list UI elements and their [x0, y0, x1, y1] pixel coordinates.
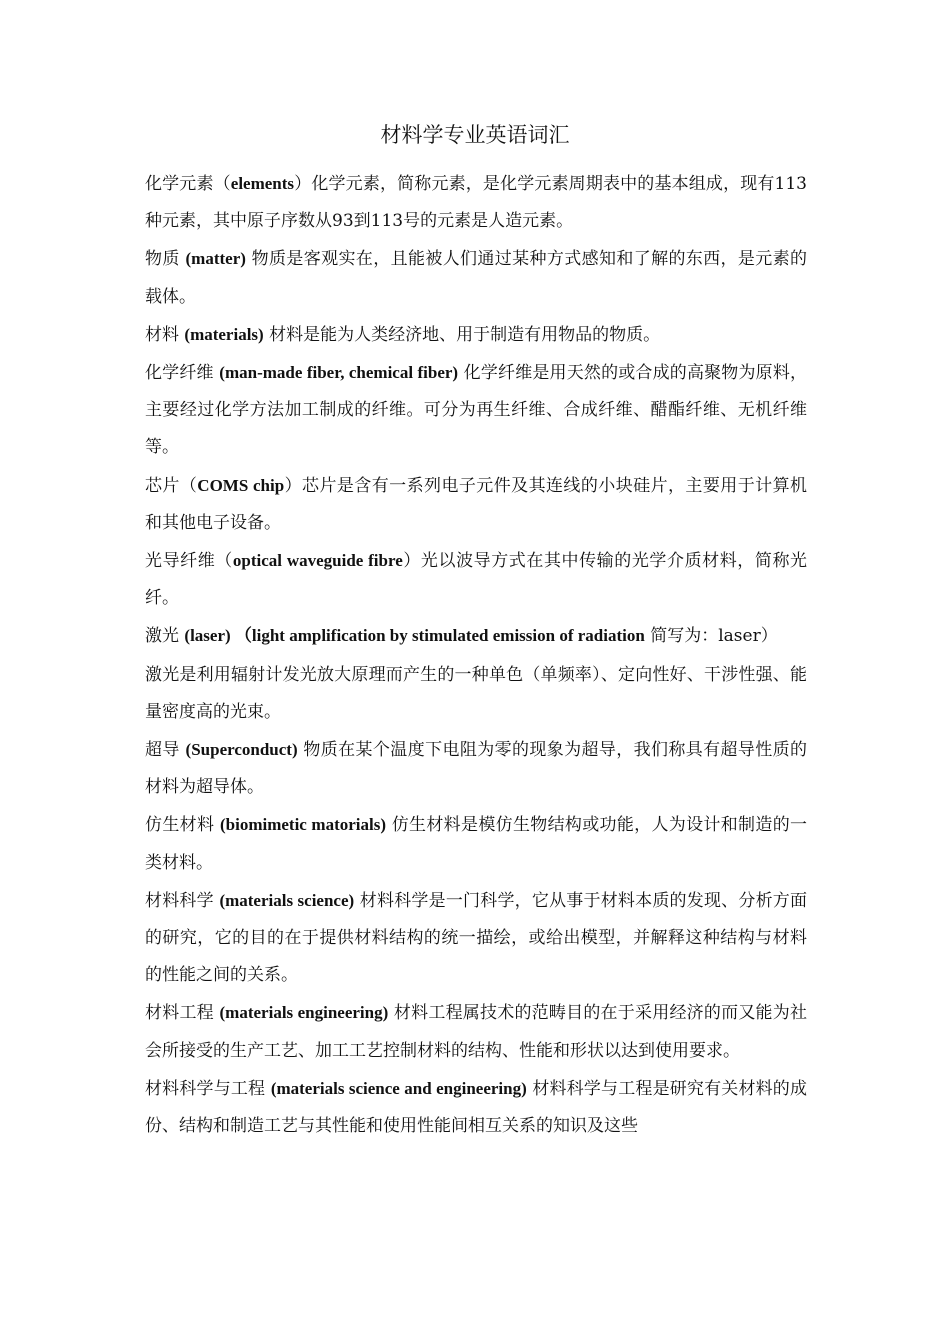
entry-term: 物质 — [145, 249, 186, 270]
entry-description: 化学纤维是用天然的或合成的高聚物为原料，主要经过化学方法加工制成的纤维。可分为再生纤维、合成纤维、醋酯纤维、无机纤维等。 — [145, 363, 808, 458]
entry-english: COMS chip — [197, 475, 285, 495]
glossary-entry — [145, 656, 807, 731]
entry-term: 光导纤维（ — [145, 551, 233, 572]
glossary-entry — [145, 994, 807, 1069]
glossary-entry — [145, 354, 807, 467]
entry-english: elements — [230, 174, 295, 193]
entry-english: (laser) （light amplification by stimulated emission of radiation — [184, 626, 645, 646]
document-body — [145, 165, 807, 1145]
entry-description: ）化学元素，简称元素，是化学元素周期表中的基本组成，现有113种元素，其中原子序数从93到113号的元素是人造元素。 — [145, 174, 807, 232]
entry-term: 材料工程 — [145, 1003, 220, 1024]
entry-description: 仿生材料是模仿生物结构或功能，人为设计和制造的一类材料。 — [145, 815, 808, 873]
entry-term: 化学元素（ — [145, 174, 231, 194]
entry-description: ）芯片是含有一系列电子元件及其连线的小块硅片，主要用于计算机和其他电子设备。 — [145, 475, 808, 533]
entry-english: (matter) — [185, 249, 246, 269]
entry-english: (materials science and engineering) — [270, 1078, 527, 1098]
entry-english: (biomimetic matorials) — [219, 815, 387, 835]
entry-description: 材料工程属技术的范畴目的在于采用经济的而又能为社会所接受的生产工艺、加工工艺控制材料的结构、性能和形状以达到使用要求。 — [145, 1003, 807, 1061]
glossary-entry — [145, 316, 807, 354]
document-title: 材料学专业英语词汇 — [380, 123, 570, 147]
glossary-entry — [145, 467, 807, 542]
glossary-entry — [145, 240, 807, 315]
entry-description: 激光是利用辐射计发光放大原理而产生的一种单色（单频率）、定向性好、干涉性强、能量密度高的光束。 — [145, 664, 807, 722]
entry-english: (man-made fiber, chemical fiber) — [219, 363, 459, 383]
entry-term: 激光 — [145, 626, 185, 647]
entry-description: 材料是能为人类经济地、用于制造有用物品的物质。 — [263, 324, 661, 345]
entry-term: 材料科学与工程 — [145, 1078, 271, 1099]
glossary-entry — [145, 731, 807, 806]
glossary-entry — [145, 882, 807, 995]
entry-description: 简写为：laser） — [644, 626, 778, 647]
entry-description: 材料科学与工程是研究有关材料的成份、结构和制造工艺与其性能和使用性能间相互关系的知识及这些 — [145, 1078, 807, 1137]
entry-english: (materials engineering) — [219, 1003, 389, 1023]
entry-english: optical waveguide fibre — [232, 551, 403, 571]
entry-english: (Superconduct) — [185, 740, 298, 760]
entry-term: 材料 — [145, 324, 185, 345]
entry-description: 物质在某个温度下电阻为零的现象为超导，我们称具有超导性质的材料为超导体。 — [145, 740, 808, 798]
entry-english: (materials science) — [219, 890, 355, 910]
entry-term: 化学纤维 — [145, 363, 220, 384]
glossary-entry — [145, 165, 807, 240]
entry-description: ）光以波导方式在其中传输的光学介质材料，简称光纤。 — [145, 551, 808, 609]
entry-english: (materials) — [184, 324, 264, 344]
entry-description: 物质是客观实在，且能被人们通过某种方式感知和了解的东西，是元素的载体。 — [145, 249, 807, 307]
glossary-entry — [145, 542, 807, 617]
entry-term: 仿生材料 — [145, 815, 220, 836]
entry-term: 芯片（ — [145, 475, 198, 496]
entry-description: 材料科学是一门科学，它从事于材料本质的发现、分析方面的研究，它的目的在于提供材料结构的统一描绘，或给出模型，并解释这种结构与材料的性能之间的关系。 — [145, 890, 807, 986]
entry-term: 超导 — [145, 740, 186, 761]
entry-term: 材料科学 — [145, 890, 220, 911]
glossary-entry — [145, 617, 807, 655]
glossary-entry — [145, 1070, 807, 1145]
glossary-entry — [145, 806, 807, 881]
